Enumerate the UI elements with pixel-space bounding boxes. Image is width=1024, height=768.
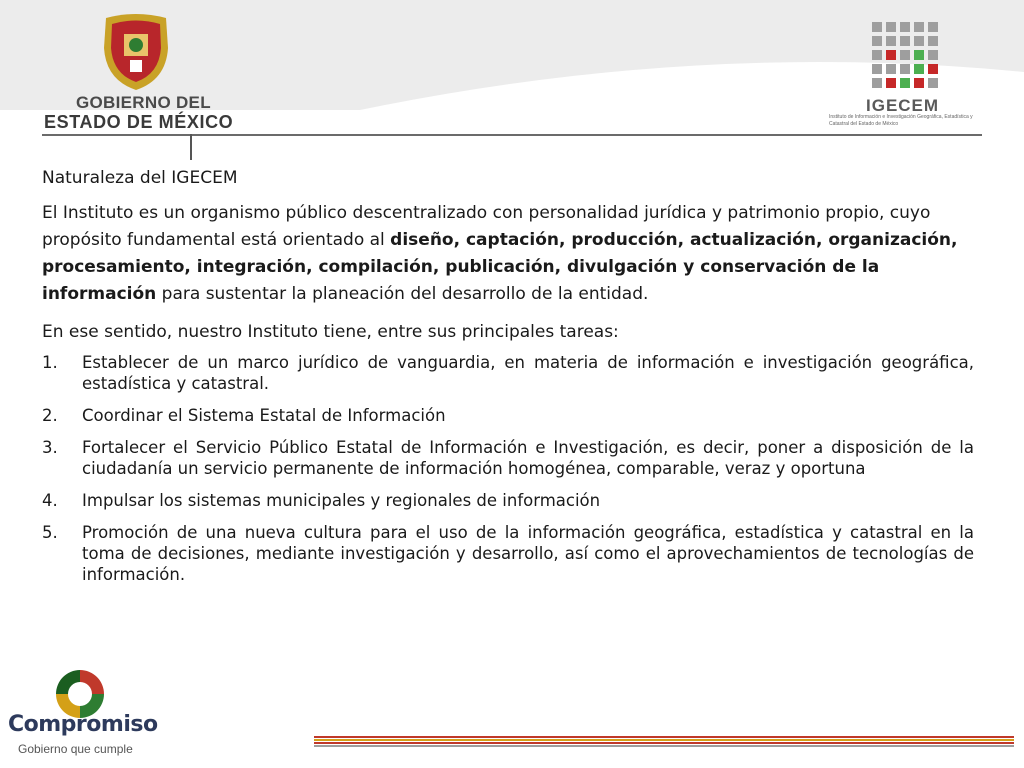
section-title: Naturaleza del IGECEM <box>42 168 238 188</box>
footer-stripe-red <box>314 736 1014 738</box>
footer-stripe-gold <box>314 739 1014 741</box>
header-divider-tick <box>190 134 192 160</box>
list-item-text: Impulsar los sistemas municipales y regionales de información <box>82 491 601 510</box>
list-item-text: Promoción de una nueva cultura para el uso de la información geográfica, estadística y catastral en la toma de decisiones, mediante investigación y desarrollo, así como el aprovechamientos de tecnologías de información. <box>82 523 974 584</box>
paragraph-bold: diseño, captación, producción, actualización, organización, procesamiento, integración, compilación, publicación, divulgación y conservación de la información <box>42 230 958 304</box>
list-item <box>42 437 974 479</box>
list-item-number: 5. <box>42 523 58 542</box>
main-content <box>42 168 974 596</box>
gobierno-line2: ESTADO DE MÉXICO <box>44 112 234 132</box>
list-item-text: Coordinar el Sistema Estatal de Información <box>82 406 446 425</box>
list-item <box>42 522 974 585</box>
compromiso-brand: Compromiso <box>8 712 158 737</box>
compromiso-tagline: Gobierno que cumple <box>18 742 133 756</box>
igecem-name: IGECEM <box>866 96 940 115</box>
description-paragraph <box>42 200 974 308</box>
header-divider <box>42 134 982 136</box>
gobierno-line1: GOBIERNO DEL <box>76 93 211 112</box>
footer-stripe-gray <box>314 745 1014 747</box>
footer-stripes <box>314 736 1014 750</box>
paragraph-end: para sustentar la planeación del desarrollo de la entidad. <box>156 284 649 304</box>
list-item <box>42 352 974 394</box>
list-item-number: 3. <box>42 438 58 457</box>
tasks-intro: En ese sentido, nuestro Instituto tiene, entre sus principales tareas: <box>42 322 619 342</box>
list-item-number: 4. <box>42 491 58 510</box>
tasks-list <box>42 352 974 585</box>
list-item-text: Establecer de un marco jurídico de vanguardia, en materia de información e investigación geográfica, estadística y catastral. <box>82 353 974 393</box>
paragraph-start: El Instituto es un organismo público descentralizado con personalidad jurídica y patrimonio propio, cuyo propósito fundamental está orientado al <box>42 203 931 250</box>
list-item <box>42 405 974 426</box>
list-item-number: 2. <box>42 406 58 425</box>
igecem-subtitle: Instituto de Información e Investigación Geográfica, Estadística y Catastral del Estado de México <box>829 114 973 127</box>
footer-stripe-red-2 <box>314 742 1014 744</box>
list-item <box>42 490 974 511</box>
list-item-text: Fortalecer el Servicio Público Estatal de Información e Investigación, es decir, poner a disposición de la ciudadanía un servicio permanente de información homogénea, comparable, veraz y oportuna <box>82 438 974 478</box>
list-item-number: 1. <box>42 353 58 372</box>
